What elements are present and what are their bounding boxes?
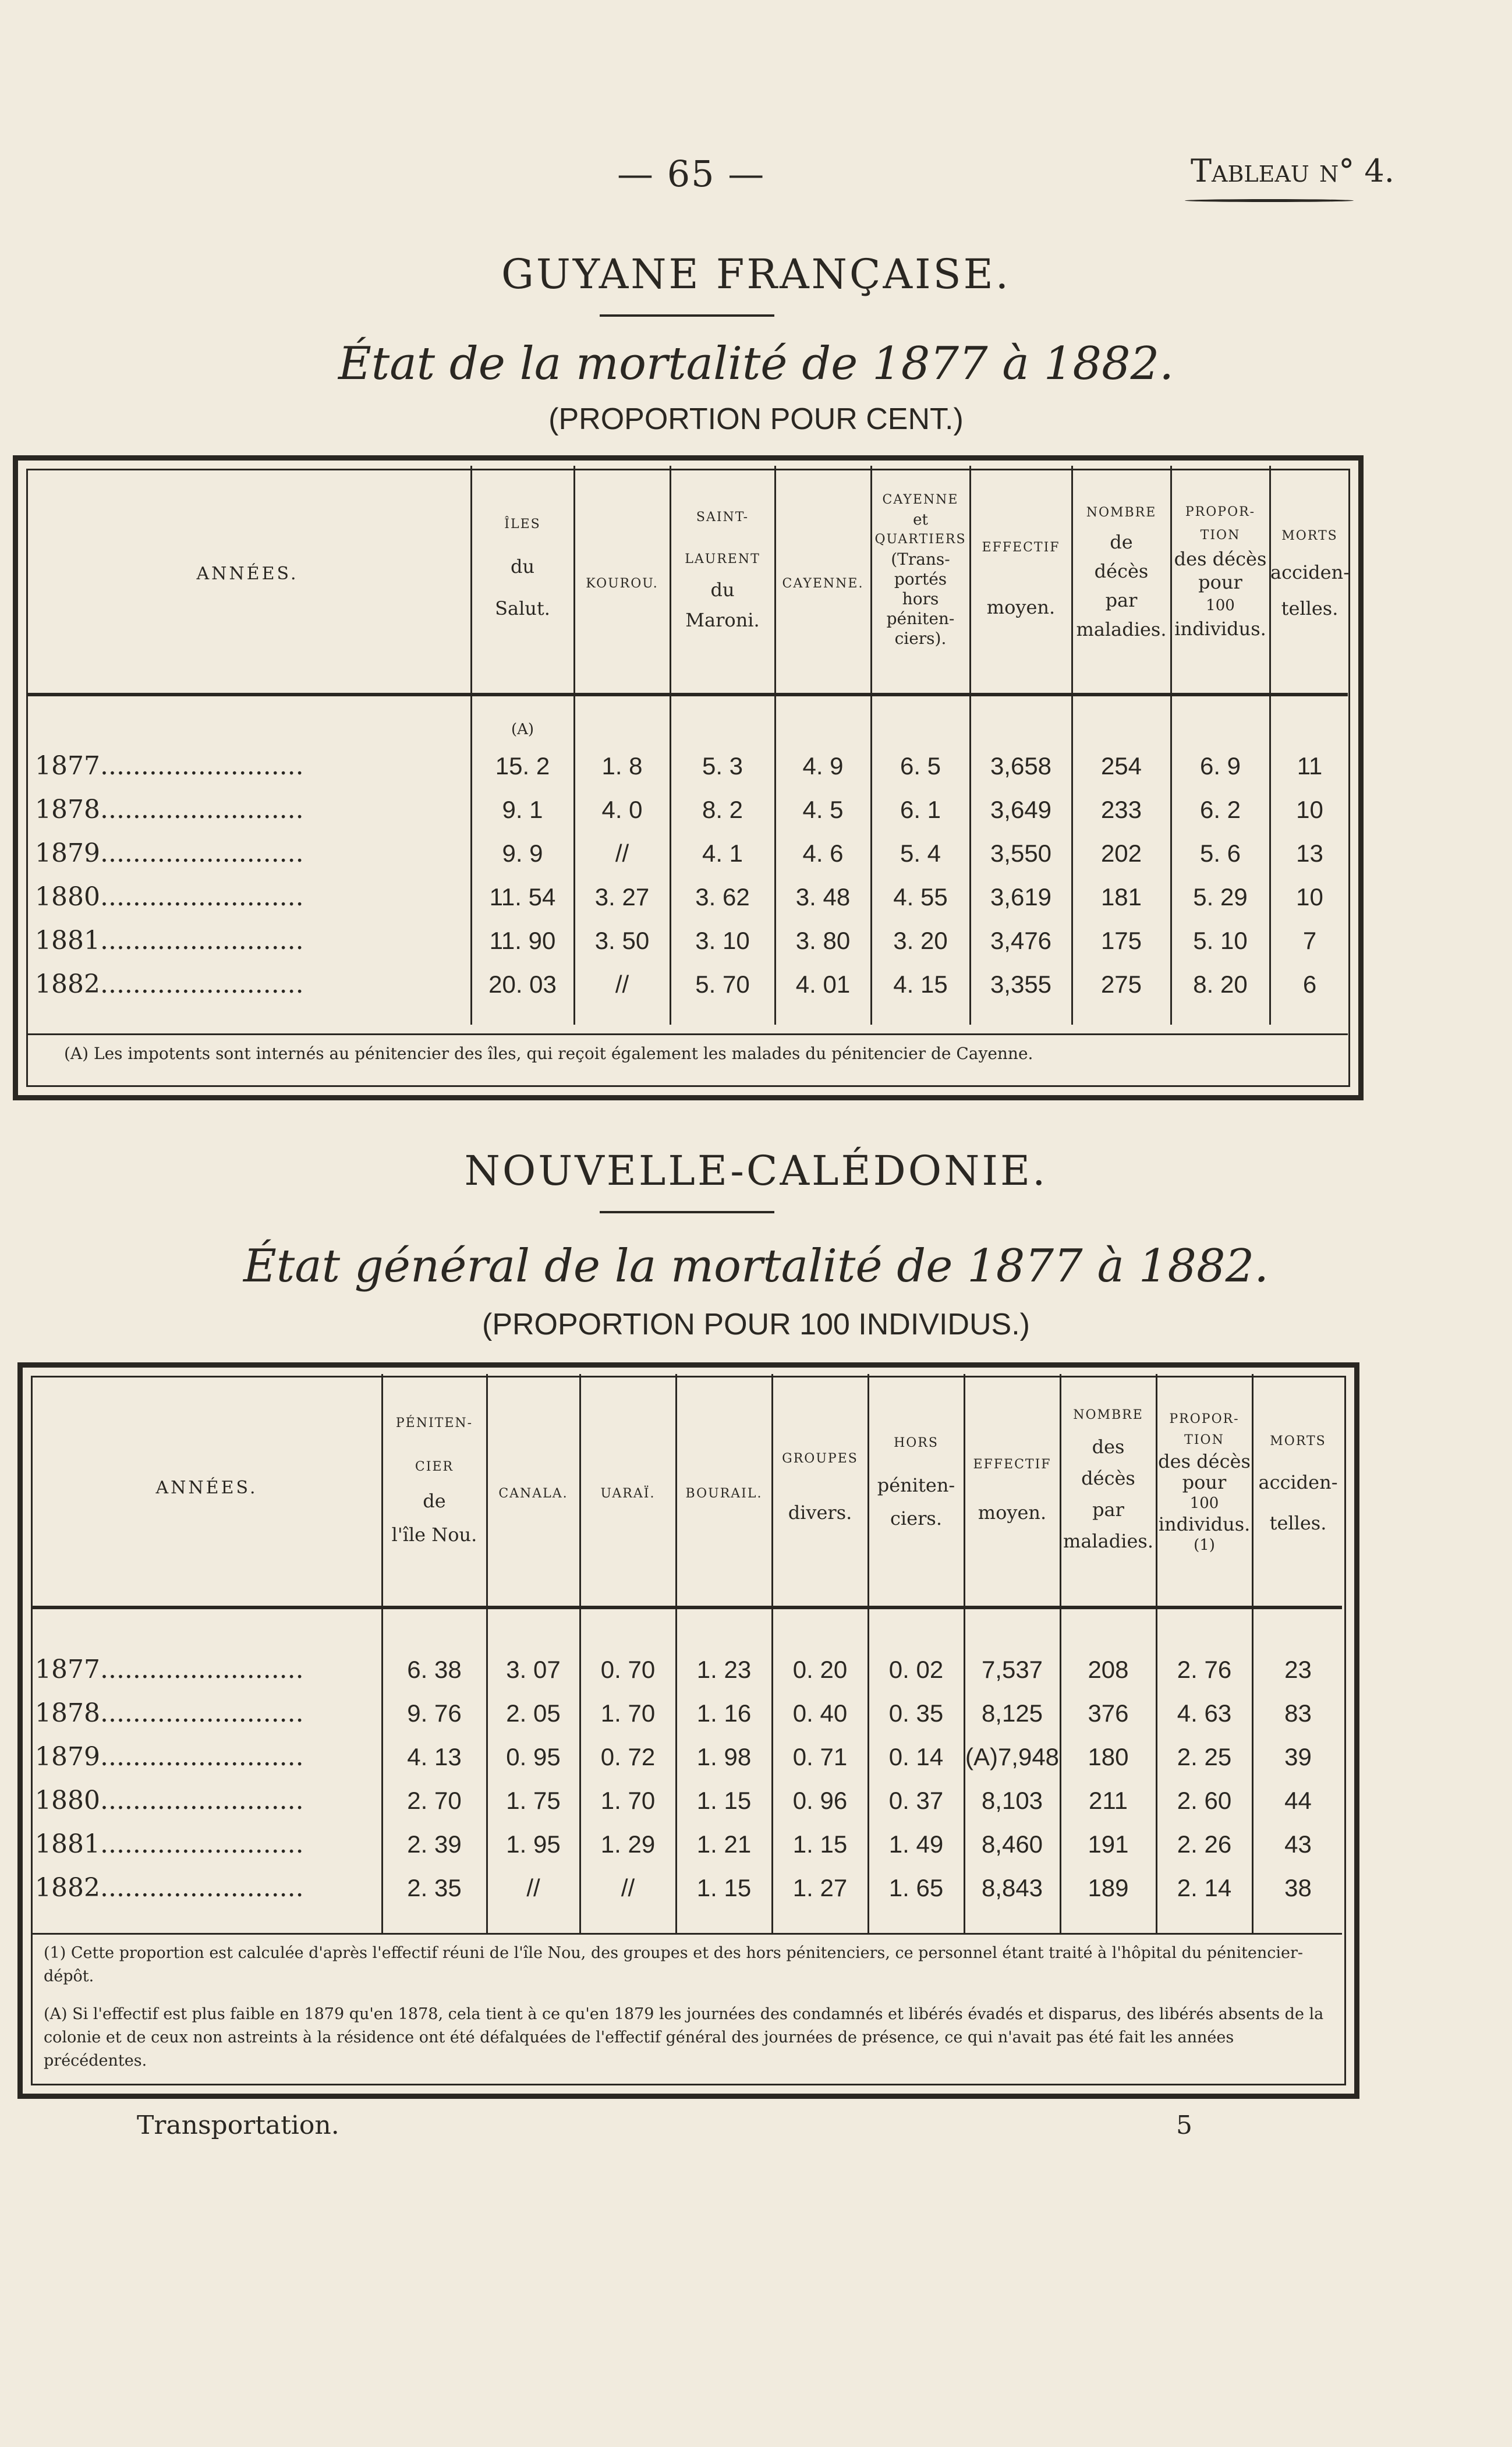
table-cell: 175 bbox=[1100, 927, 1142, 954]
table-row bbox=[35, 1866, 378, 1910]
table-cell: 4. 0 bbox=[601, 796, 643, 823]
table-cell: 11. 90 bbox=[489, 927, 556, 954]
table-cell: 4. 63 bbox=[1177, 1699, 1232, 1727]
row-year: 1877......................... bbox=[35, 1655, 304, 1684]
table-cell: 8,103 bbox=[981, 1787, 1043, 1814]
table-cell: 3. 20 bbox=[893, 927, 948, 954]
header-bourail: BOURAIL. bbox=[685, 1486, 763, 1501]
table-cell: 20. 03 bbox=[488, 971, 557, 998]
table-cell: 202 bbox=[1100, 840, 1142, 867]
table-cell: 4. 6 bbox=[802, 840, 844, 867]
table-cell: 0. 96 bbox=[792, 1787, 848, 1814]
table-row bbox=[35, 875, 466, 919]
row-year: 1880......................... bbox=[35, 882, 304, 912]
table-cell: 1. 15 bbox=[696, 1787, 752, 1814]
table-cell: 10 bbox=[1296, 796, 1323, 823]
row-year: 1882......................... bbox=[35, 1873, 304, 1903]
table-cell: 254 bbox=[1100, 752, 1142, 780]
table-cell: 43 bbox=[1284, 1830, 1312, 1858]
table-cell: 5. 3 bbox=[702, 752, 743, 780]
table-cell: 2. 25 bbox=[1177, 1743, 1232, 1770]
table-row bbox=[35, 831, 466, 875]
header-morts: MORTS acciden- telles. bbox=[1270, 529, 1350, 619]
guyane-title-rule bbox=[600, 314, 774, 317]
table-cell: 3. 62 bbox=[695, 883, 750, 911]
table-cell: 1. 27 bbox=[792, 1874, 848, 1901]
table-cell: 6. 38 bbox=[407, 1656, 462, 1683]
header-groupes: GROUPES divers. bbox=[782, 1451, 858, 1524]
table-cell: 3. 80 bbox=[795, 927, 851, 954]
header-proportion: PROPOR- TION des décès pour 100 individus. (1) bbox=[1158, 1412, 1251, 1554]
header-proportion: PROPOR- TION des décès pour 100 individus. bbox=[1174, 505, 1267, 640]
header-nombre: NOMBRE de décès par maladies. bbox=[1076, 505, 1167, 640]
table-cell: 1. 70 bbox=[600, 1699, 656, 1727]
caledonie-footnote-1: (1) Cette proportion est calculée d'après l'effectif réuni de l'île Nou, des groupes et des hors pénitenciers, ce personnel étant traité à l'hôpital du pénitencier-dépôt. bbox=[44, 1944, 1304, 1985]
table-row bbox=[35, 1735, 378, 1779]
caledonie-unit: (PROPORTION POUR 100 INDIVIDUS.) bbox=[482, 1308, 1030, 1341]
header-kourou: KOUROU. bbox=[586, 576, 658, 591]
table-cell: 4. 15 bbox=[893, 971, 948, 998]
table-cell: 4. 9 bbox=[802, 752, 844, 780]
row-year: 1881......................... bbox=[35, 1829, 304, 1859]
table-cell: 4. 55 bbox=[893, 883, 948, 911]
header-uarai: UARAÏ. bbox=[600, 1486, 656, 1501]
row-year: 1879......................... bbox=[35, 838, 304, 868]
table-cell: 6. 1 bbox=[900, 796, 941, 823]
table-cell: 1. 16 bbox=[696, 1699, 752, 1727]
table-cell: 0. 35 bbox=[888, 1699, 944, 1727]
header-iles: ÎLES du Salut. bbox=[495, 517, 550, 619]
table-cell: 4. 1 bbox=[702, 840, 743, 867]
table-cell: 8. 2 bbox=[702, 796, 743, 823]
row-year: 1878......................... bbox=[35, 795, 304, 824]
table-cell: 180 bbox=[1088, 1743, 1129, 1770]
table-cell: 181 bbox=[1100, 883, 1142, 911]
table-cell: 6. 9 bbox=[1199, 752, 1241, 780]
header-saint-laurent: SAINT- LAURENT du Maroni. bbox=[685, 510, 760, 631]
table-cell: // bbox=[615, 971, 629, 998]
table-cell: 0. 02 bbox=[888, 1656, 944, 1683]
table-cell: 0. 95 bbox=[506, 1743, 561, 1770]
header-effectif: EFFECTIF moyen. bbox=[982, 540, 1060, 618]
table-cell: (A)7,948 bbox=[965, 1743, 1060, 1770]
tableau-underline bbox=[1185, 199, 1354, 202]
table-cell: 0. 40 bbox=[792, 1699, 848, 1727]
table-cell: 211 bbox=[1089, 1787, 1128, 1814]
table-cell: 5. 6 bbox=[1199, 840, 1241, 867]
row-year: 1880......................... bbox=[35, 1786, 304, 1815]
table-cell: 5. 70 bbox=[695, 971, 750, 998]
table-cell: 11. 54 bbox=[489, 883, 556, 911]
caledonie-subtitle: État général de la mortalité de 1877 à 1882. bbox=[243, 1240, 1269, 1292]
header-hors: HORS péniten- ciers. bbox=[877, 1436, 955, 1529]
caledonie-footnote-a: (A) Si l'effectif est plus faible en 1879 qu'en 1878, cela tient à ce qu'en 1879 les journées des condamnés et libérés évadés et disparus, des libérés absents de la colonie et de ceux non astreints à la résidence ont été défalquées de l'effectif général des journées de présence, ce qui n'avait pas été fait les années précédentes. bbox=[44, 2005, 1324, 2070]
table-cell: 2. 05 bbox=[506, 1699, 561, 1727]
row-year: 1881......................... bbox=[35, 926, 304, 955]
table-cell: 38 bbox=[1284, 1874, 1312, 1901]
table-cell: 15. 2 bbox=[495, 752, 550, 780]
table-cell: 6 bbox=[1302, 971, 1317, 998]
table-row bbox=[35, 744, 466, 788]
table-cell: 233 bbox=[1100, 796, 1142, 823]
table-cell: 39 bbox=[1284, 1743, 1312, 1770]
row-year: 1877......................... bbox=[35, 751, 304, 781]
table-cell: 3,658 bbox=[990, 752, 1052, 780]
table-cell: 1. 95 bbox=[506, 1830, 561, 1858]
table-cell: 7,537 bbox=[981, 1656, 1043, 1683]
table-cell: 3. 50 bbox=[594, 927, 650, 954]
table-row bbox=[35, 1648, 378, 1691]
table-cell: 1. 23 bbox=[696, 1656, 752, 1683]
table-cell: 208 bbox=[1088, 1656, 1129, 1683]
row-year: 1879......................... bbox=[35, 1742, 304, 1772]
table-cell: 1. 49 bbox=[888, 1830, 944, 1858]
table-cell: 83 bbox=[1284, 1699, 1312, 1727]
guyane-title: GUYANE FRANÇAISE. bbox=[501, 250, 1011, 298]
tableau-label: Tableau n° 4. bbox=[1191, 153, 1394, 189]
table-cell: 4. 13 bbox=[407, 1743, 462, 1770]
table-row bbox=[35, 1779, 378, 1822]
header-cayenne: CAYENNE. bbox=[782, 576, 864, 591]
table-cell: 1. 98 bbox=[696, 1743, 752, 1770]
guyane-unit: (PROPORTION POUR CENT.) bbox=[548, 402, 964, 436]
table-cell: 5. 29 bbox=[1193, 883, 1248, 911]
guyane-subtitle: État de la mortalité de 1877 à 1882. bbox=[338, 338, 1174, 390]
table-row bbox=[35, 788, 466, 831]
table-cell: 3. 27 bbox=[594, 883, 650, 911]
table-cell: 4. 5 bbox=[802, 796, 844, 823]
page-number: — 65 — bbox=[617, 153, 766, 195]
header-cayenne-quartiers: CAYENNE et QUARTIERS (Trans- portés hors péniten- ciers). bbox=[874, 493, 966, 648]
footer-transportation: Transportation. bbox=[137, 2110, 339, 2140]
table-cell: 1. 70 bbox=[600, 1787, 656, 1814]
header-penitencier: PÉNITEN- CIER de l'île Nou. bbox=[391, 1416, 477, 1546]
table-cell: 13 bbox=[1296, 840, 1323, 867]
table-cell: // bbox=[621, 1874, 635, 1901]
table-cell: 3,619 bbox=[990, 883, 1052, 911]
table-cell: 9. 1 bbox=[502, 796, 543, 823]
table-cell: 9. 9 bbox=[502, 840, 543, 867]
table-cell: 2. 39 bbox=[407, 1830, 462, 1858]
table-cell: 1. 15 bbox=[696, 1874, 752, 1901]
table-cell: 1. 65 bbox=[888, 1874, 944, 1901]
table-cell: 3,649 bbox=[990, 796, 1052, 823]
table-cell: 2. 14 bbox=[1177, 1874, 1232, 1901]
caledonie-title-rule bbox=[600, 1211, 774, 1213]
guyane-footnote: (A) Les impotents sont internés au pénitencier des îles, qui reçoit également les malades du pénitencier de Cayenne. bbox=[64, 1044, 1033, 1063]
table-cell: 8. 20 bbox=[1193, 971, 1248, 998]
table-cell: 6. 2 bbox=[1199, 796, 1241, 823]
footer-signature: 5 bbox=[1176, 2110, 1192, 2140]
table-cell: 11 bbox=[1297, 752, 1323, 780]
table-row bbox=[35, 962, 466, 1006]
table-cell: 1. 15 bbox=[792, 1830, 848, 1858]
table-cell: 191 bbox=[1088, 1830, 1129, 1858]
table-cell: 2. 76 bbox=[1177, 1656, 1232, 1683]
table-cell: 2. 26 bbox=[1177, 1830, 1232, 1858]
table-cell: 275 bbox=[1100, 971, 1142, 998]
table-cell: 9. 76 bbox=[407, 1699, 462, 1727]
table-cell: 2. 60 bbox=[1177, 1787, 1232, 1814]
table-cell: 189 bbox=[1088, 1874, 1129, 1901]
table-cell: 0. 14 bbox=[888, 1743, 944, 1770]
table-cell: 0. 70 bbox=[600, 1656, 656, 1683]
table-cell: 10 bbox=[1296, 883, 1323, 911]
table-cell: // bbox=[615, 840, 629, 867]
table-cell: 2. 35 bbox=[407, 1874, 462, 1901]
caledonie-title: NOUVELLE-CALÉDONIE. bbox=[464, 1147, 1048, 1195]
table-cell: 44 bbox=[1284, 1787, 1312, 1814]
table-cell: // bbox=[526, 1874, 540, 1901]
table-cell: 7 bbox=[1302, 927, 1317, 954]
table-cell: 0. 20 bbox=[792, 1656, 848, 1683]
table-cell: 3,550 bbox=[990, 840, 1052, 867]
header-morts: MORTS acciden- telles. bbox=[1258, 1434, 1338, 1534]
table-cell: 3. 07 bbox=[506, 1656, 561, 1683]
table-row bbox=[35, 1822, 378, 1866]
table-cell: 376 bbox=[1088, 1699, 1129, 1727]
table-row bbox=[35, 919, 466, 962]
table-cell: 2. 70 bbox=[407, 1787, 462, 1814]
table-cell: 0. 72 bbox=[600, 1743, 656, 1770]
table-cell: 3,355 bbox=[990, 971, 1052, 998]
table-cell: 8,125 bbox=[981, 1699, 1043, 1727]
table-cell: 5. 10 bbox=[1193, 927, 1248, 954]
table-row bbox=[35, 1691, 378, 1735]
note-mark: (A) bbox=[511, 721, 534, 738]
table-cell: 8,460 bbox=[981, 1830, 1043, 1858]
header-nombre: NOMBRE des décès par maladies. bbox=[1063, 1408, 1153, 1552]
table-cell: 0. 37 bbox=[888, 1787, 944, 1814]
table-cell: 3. 10 bbox=[695, 927, 750, 954]
table-cell: 3. 48 bbox=[795, 883, 851, 911]
table-cell: 1. 75 bbox=[506, 1787, 561, 1814]
table-cell: 0. 71 bbox=[792, 1743, 848, 1770]
header-annees: ANNÉES. bbox=[196, 564, 299, 584]
table-cell: 6. 5 bbox=[900, 752, 941, 780]
table-cell: 4. 01 bbox=[795, 971, 851, 998]
table-cell: 3,476 bbox=[990, 927, 1052, 954]
table-cell: 8,843 bbox=[981, 1874, 1043, 1901]
header-annees: ANNÉES. bbox=[155, 1478, 258, 1498]
row-year: 1878......................... bbox=[35, 1698, 304, 1728]
table-cell: 23 bbox=[1284, 1656, 1312, 1683]
header-canala: CANALA. bbox=[498, 1486, 568, 1501]
table-cell: 1. 21 bbox=[696, 1830, 752, 1858]
row-year: 1882......................... bbox=[35, 969, 304, 999]
table-cell: 5. 4 bbox=[900, 840, 941, 867]
header-effectif: EFFECTIF moyen. bbox=[973, 1457, 1051, 1524]
table-cell: 1. 8 bbox=[601, 752, 643, 780]
table-cell: 1. 29 bbox=[600, 1830, 656, 1858]
